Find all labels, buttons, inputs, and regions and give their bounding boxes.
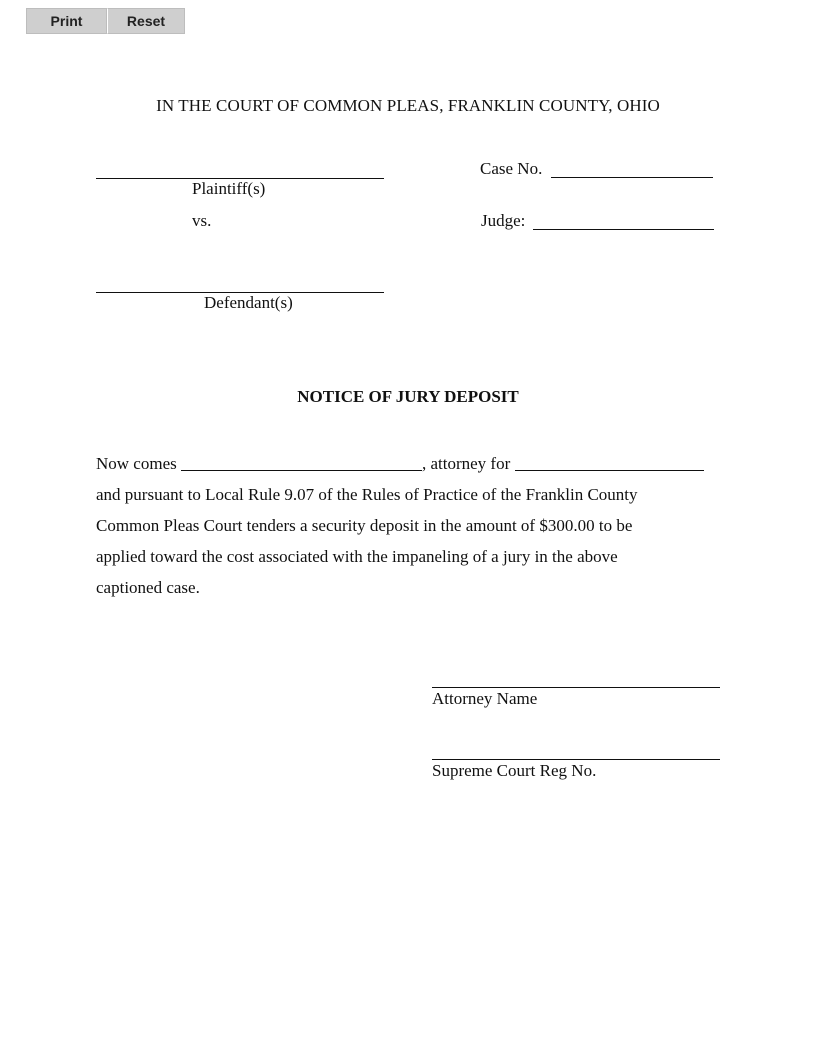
reg-no-field[interactable] (432, 759, 720, 760)
judge-field[interactable] (533, 229, 714, 230)
notice-title: NOTICE OF JURY DEPOSIT (297, 387, 519, 406)
form-toolbar (26, 8, 185, 34)
attorney-name-label: Attorney Name (432, 689, 538, 708)
attorney-name-field[interactable] (432, 687, 720, 688)
court-title: IN THE COURT OF COMMON PLEAS, FRANKLIN COUNTY, OHIO (156, 96, 660, 115)
attorney-field[interactable] (181, 454, 422, 471)
print-button[interactable]: Print (26, 8, 107, 34)
judge-label: Judge: (481, 211, 526, 230)
notice-line-1 (96, 448, 736, 479)
notice-line-4: applied toward the cost associated with the impaneling of a jury in the above (96, 547, 618, 566)
defendant-label: Defendant(s) (204, 293, 293, 312)
notice-line-2: and pursuant to Local Rule 9.07 of the Rules of Practice of the Franklin County (96, 485, 638, 504)
now-comes-text: Now comes (96, 454, 177, 473)
notice-body (96, 448, 736, 603)
case-no-label: Case No. (480, 159, 543, 178)
reset-button[interactable]: Reset (107, 8, 185, 34)
notice-line-5: captioned case. (96, 578, 200, 597)
case-no-field[interactable] (551, 177, 713, 178)
reg-no-label: Supreme Court Reg No. (432, 761, 597, 780)
versus-label: vs. (192, 211, 212, 230)
plaintiff-label: Plaintiff(s) (192, 179, 266, 198)
client-field[interactable] (515, 454, 704, 471)
attorney-for-text: , attorney for (421, 454, 511, 473)
notice-line-3: Common Pleas Court tenders a security deposit in the amount of $300.00 to be (96, 516, 633, 535)
